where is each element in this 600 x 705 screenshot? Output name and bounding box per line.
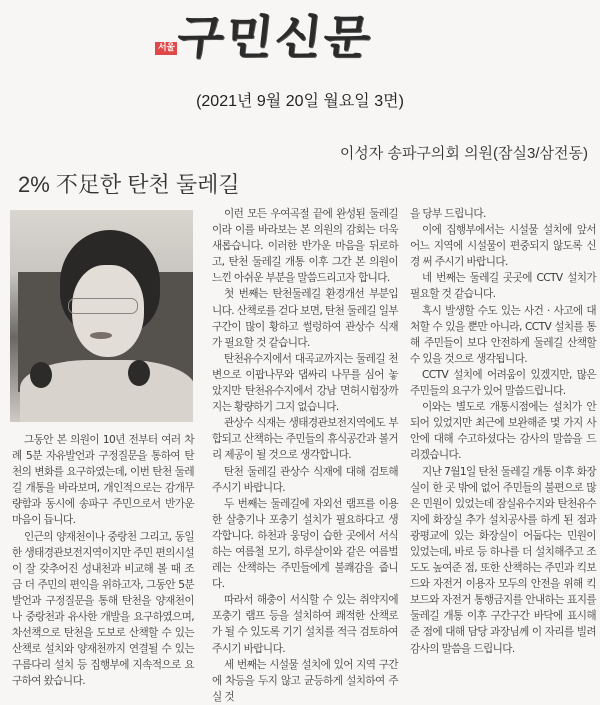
headline: 2% 不足한 탄천 둘레길 bbox=[18, 172, 240, 197]
paragraph: 두 번째는 둘레길에 자외선 램프를 이용한 살충기나 포충기 설치가 필요하다고 생각합니다. 하천과 웅덩이 습한 곳에서 서식하는 여름철 모기, 하루살이와 같은 여름벌레는 산책하는 주민들에게 불쾌감을 줍니다. bbox=[212, 497, 398, 591]
photo-lips bbox=[90, 332, 112, 339]
paragraph: 지난 7월1일 탄천 둘레길 개통 이후 화장실이 한 곳 밖에 없어 주민들의 불편으로 많은 민원이 있었는데 잠실유수지와 탄천유수지에 화장실 추가 설치공사를 하게 된 점과 광평교에 있는 화장실이 어둡다는 민원이 있었는데, 바로 등 하나를 더 설치해주고 조도도 높여준 점, 또한 산책하는 주민과 킥보드와 자전거 이용자 모두의 안전을 위해 킥보드와 자전거 통행금지를 안내하는 표지를 둘레길 개통 이후 구간구간 바닥에 표시해 준 점에 대해 담당 과장님께 이 자리를 빌려 감사의 말씀을 드립니다. bbox=[410, 465, 596, 655]
paragraph: 탄천 둘레길 관상수 식재에 대해 검토해 주시기 바랍니다. bbox=[212, 465, 398, 494]
dateline: (2021년 9월 20일 월요일 3면) bbox=[196, 93, 404, 110]
paragraph: CCTV 설치에 어려움이 있겠지만, 많은 주민들의 요구가 있어 말씀드립니다. bbox=[410, 368, 596, 398]
newspaper-logo: 구민신문 bbox=[174, 10, 376, 64]
paragraph: 세 번째는 시설물 설치에 있어 지역 구간에 차등을 두지 않고 균등하게 설치하여 주실 것 bbox=[212, 658, 398, 703]
paragraph: 네 번째는 둘레길 곳곳에 CCTV 설치가 필요할 것 같습니다. bbox=[410, 272, 596, 301]
paragraph: 이런 모든 우여곡절 끝에 완성된 둘레길이라 이를 바라보는 본 의원의 감회는 더욱 새롭습니다. 이러한 반가운 마음을 뒤로하고, 탄천 둘레길 개통 이후 그간 본 의원이 느낀 아쉬운 부분을 말씀드리고자 합니다. bbox=[212, 208, 398, 285]
article-column-3 bbox=[410, 206, 596, 657]
paragraph: 그동안 본 의원이 10년 전부터 여러 차례 5분 자유발언과 구정질문을 통하여 탄천의 변화를 요구하였는데, 이번 탄천 둘레길 개통을 바라보며, 개인적으로는 감개무량함과 동시에 송파구 주민으로서 반가운 마음이 듭니다. bbox=[12, 434, 194, 527]
microphone-icon bbox=[30, 362, 52, 388]
masthead bbox=[0, 0, 600, 80]
paragraph: 을 당부 드립니다. bbox=[410, 208, 486, 220]
paragraph: 따라서 해충이 서식할 수 있는 취약지에 포충기 램프 등을 설치하여 쾌적한 산책로가 될 수 있도록 기기 설치를 적극 검토하여 주시기 바랍니다. bbox=[212, 594, 398, 655]
paragraph: 이에 집행부에서는 시설물 설치에 앞서 어느 지역에 시설물이 편중되지 않도록 신경 써 주시기 바랍니다. bbox=[410, 224, 596, 269]
paragraph: 탄천유수지에서 대곡교까지는 둘레길 천변으로 이팝나무와 댑싸리 나무를 심어 놓았지만 탄천유수지에서 강남 면허시험장까지는 황량하기 그지 없습니다. bbox=[212, 352, 398, 414]
paragraph: 관상수 식재는 생태경관보전지역에도 부합되고 산책하는 주민들의 휴식공간과 볼거리 제공이 될 것으로 생각합니다. bbox=[212, 417, 398, 462]
photo-glasses bbox=[68, 298, 138, 314]
microphone-icon bbox=[128, 360, 150, 386]
article-column-2 bbox=[212, 206, 398, 705]
author-photo bbox=[10, 210, 193, 422]
paragraph: 인근의 양재천이나 중랑천 그리고, 동일한 생태경관보전지역이지만 주민 편의시설이 잘 갖추어진 성내천과 비교해 볼 때 조금 더 주민의 편익을 위하고자, 그동안 5분 발언과 구정질문을 통해 탄천을 양재천이나 중랑천과 유사한 개발을 요구하였으며, 차선책으로 탄천을 도보로 산책할 수 있는 산책로 설치와 양재천까지 연결될 수 있는 구름다리 설치 등 집행부에 지속적으로 요구하여 왔습니다. bbox=[12, 530, 194, 688]
paragraph: 첫 번째는 탄천둘레길 환경개선 부분입니다. 산책로를 걷다 보면, 탄천 둘레길 일부 구간이 많이 황하고 썰렁하여 관상수 식재가 필요할 것 같습니다. bbox=[212, 288, 398, 349]
paragraph: 혹시 발생할 수도 있는 사건 · 사고에 대처할 수 있을 뿐만 아니라, CCTV 설치를 통해 주민들이 보다 안전하게 둘레길 산책할 수 있을 것으로 생각됩니다. bbox=[410, 304, 596, 365]
region-badge: 서울 bbox=[155, 42, 177, 55]
article-column-1 bbox=[12, 432, 194, 690]
byline: 이성자 송파구의회 의원(잠실3/삼전동) bbox=[339, 145, 588, 162]
paragraph: 이와는 별도로 개통시점에는 설치가 안 되어 있었지만 최근에 보완해준 몇 가지 사안에 대해 수고하셨다는 감사의 말씀을 드리겠습니다. bbox=[410, 401, 596, 462]
